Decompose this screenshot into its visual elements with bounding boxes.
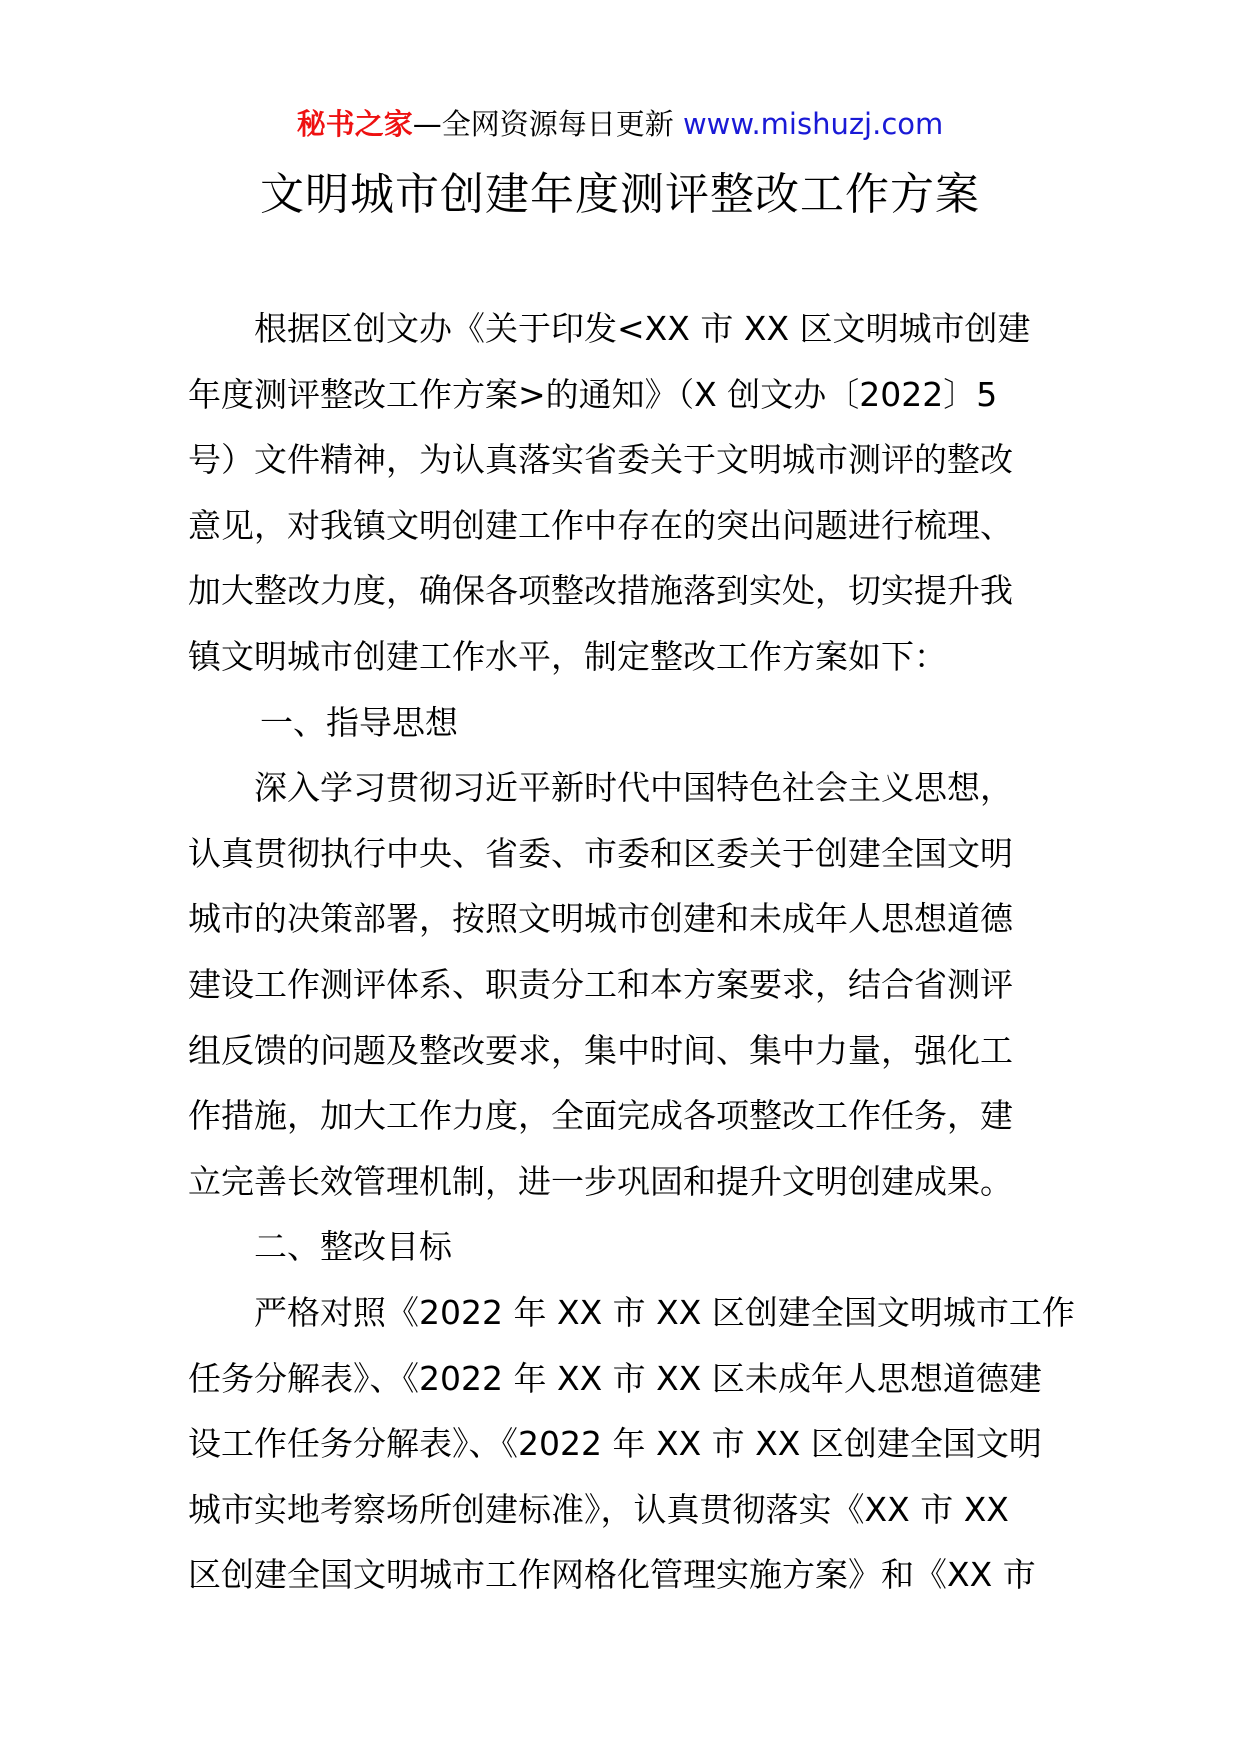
paragraph-line: 深入学习贯彻习近平新时代中国特色社会主义思想， [254,768,1013,808]
paragraph-line: 认真贯彻执行中央、省委、市委和区委关于创建全国文明 [188,833,1013,873]
site-link[interactable]: www.mishuzj.com [682,107,944,141]
paragraph-line: 根据区创文办《关于印发<XX 市 XX 区文明城市创建 [254,309,1031,348]
paragraph-line: 镇文明城市创建工作水平，制定整改工作方案如下： [188,636,947,676]
paragraph-line: 任务分解表》、《2022 年 XX 市 XX 区未成年人思想道德建 [188,1358,1042,1398]
document-title: 文明城市创建年度测评整改工作方案 [260,169,980,220]
paragraph-line: 意见，对我镇文明创建工作中存在的突出问题进行梳理、 [188,505,1013,545]
paragraph-line: 立完善长效管理机制，进一步巩固和提升文明创建成果。 [188,1161,1013,1201]
paragraph-line: 组反馈的问题及整改要求，集中时间、集中力量，强化工 [188,1030,1013,1070]
paragraph-line: 城市的决策部署，按照文明城市创建和未成年人思想道德 [188,899,1013,939]
paragraph-line: 年度测评整改工作方案>的通知》（X 创文办〔2022〕5 [188,374,998,414]
section-heading: 一、指导思想 [260,702,458,742]
paragraph-line: 号）文件精神，为认真落实省委关于文明城市测评的整改 [188,440,1013,480]
paragraph-line: 区创建全国文明城市工作网格化管理实施方案》和《XX 市 [188,1555,1036,1595]
header-tagline: —全网资源每日更新 [412,107,674,141]
brand-name: 秘书之家 [296,107,413,141]
paragraph-line: 设工作任务分解表》、《2022 年 XX 市 XX 区创建全国文明 [188,1424,1042,1464]
paragraph-line: 建设工作测评体系、职责分工和本方案要求，结合省测评 [188,964,1013,1004]
section-heading: 二、整改目标 [254,1227,452,1267]
paragraph-line: 城市实地考察场所创建标准》，认真贯彻落实《XX 市 XX [188,1489,1009,1529]
site-header [0,104,1240,144]
paragraph-line: 严格对照《2022 年 XX 市 XX 区创建全国文明城市工作 [254,1292,1075,1332]
paragraph-line: 作措施，加大工作力度，全面完成各项整改工作任务，建 [188,1096,1013,1136]
paragraph-line: 加大整改力度，确保各项整改措施落到实处，切实提升我 [188,571,1013,611]
document-body [188,296,1075,1608]
